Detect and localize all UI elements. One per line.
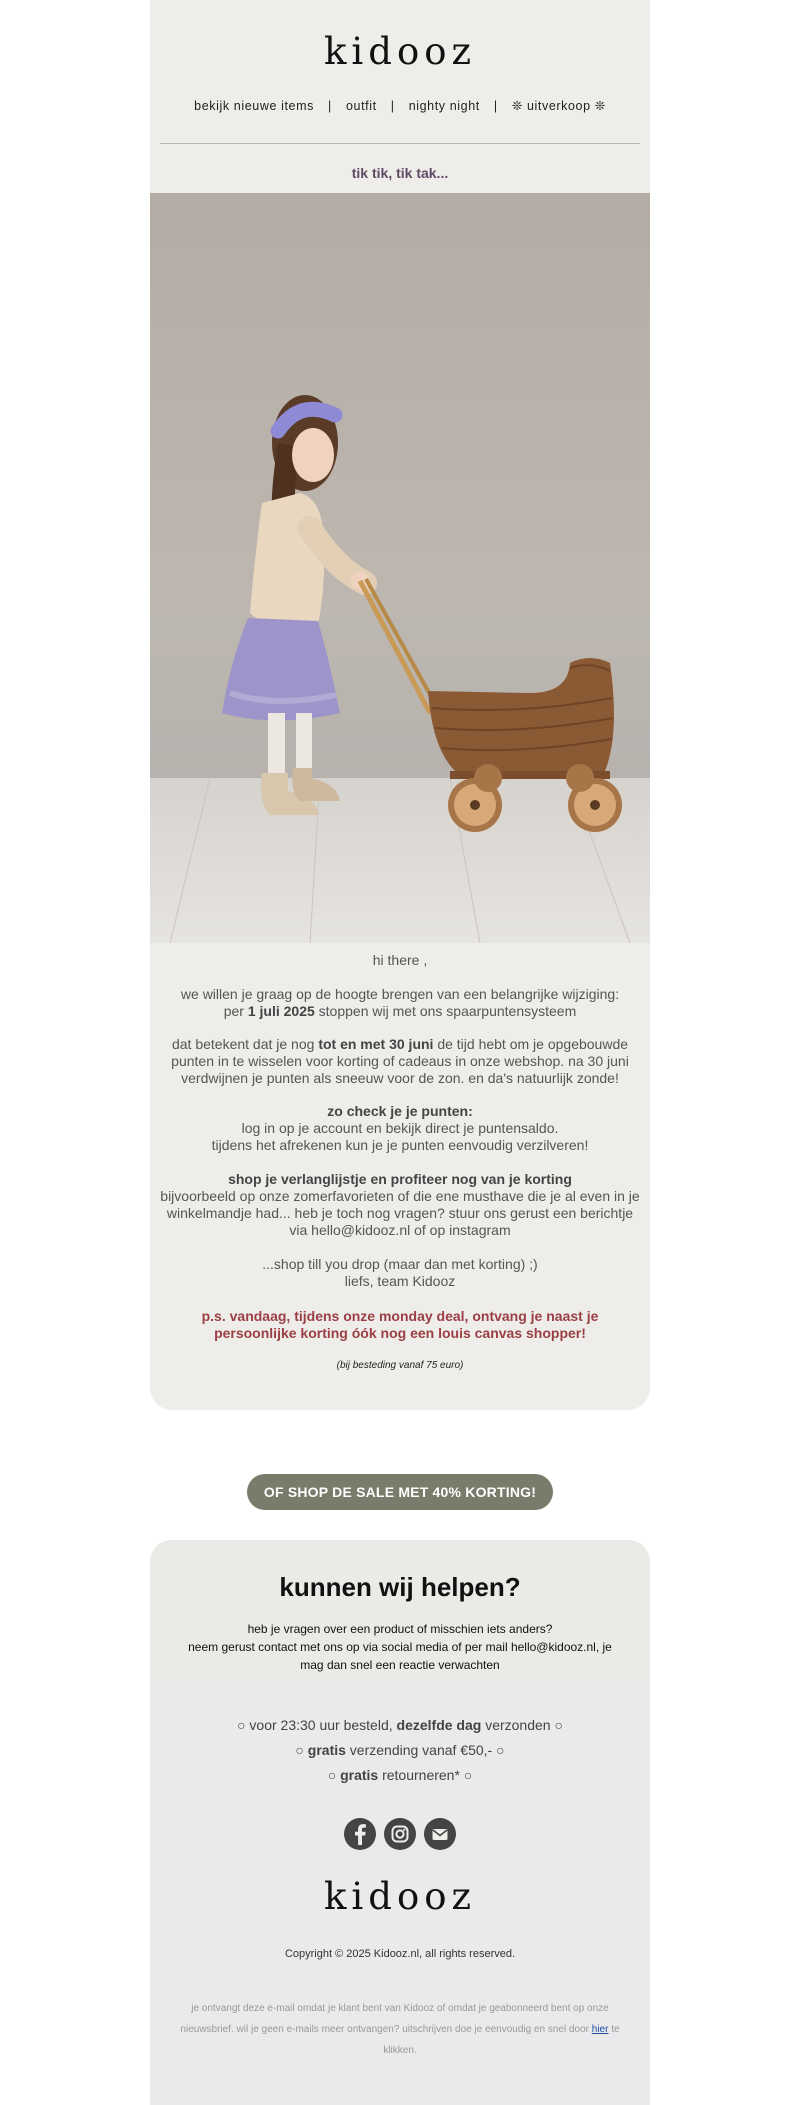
intro-paragraph: [158, 986, 642, 1020]
intro-line-2: per 1 juli 2025 stoppen wij met ons spaarpuntensysteem: [223, 1003, 577, 1019]
ps-condition-note: (bij besteding vanaf 75 euro): [336, 1360, 464, 1371]
unsubscribe-link[interactable]: hier: [591, 2024, 609, 2035]
help-line-1: heb je vragen over een product of misschien iets anders?: [247, 1622, 553, 1636]
usp-list: [150, 1713, 650, 1788]
social-links: [150, 1818, 650, 1850]
nav-separator: |: [493, 99, 498, 113]
copyright-text: Copyright © 2025 Kidooz.nl, all rights reserved.: [284, 1948, 516, 1960]
wishlist-section: [158, 1171, 642, 1239]
intro-line-1: we willen je graag op de hoogte brengen van een belangrijke wijziging:: [180, 986, 620, 1002]
girl-with-wicker-pram-illustration: [150, 193, 650, 943]
nav-item-nighty-night[interactable]: nighty night: [408, 99, 480, 113]
greeting-text: hi there ,: [372, 952, 428, 968]
signoff-line-2: liefs, team Kidooz: [344, 1273, 456, 1289]
facebook-icon[interactable]: [344, 1818, 376, 1850]
wishlist-title: shop je verlanglijstje en profiteer nog van je korting: [228, 1171, 572, 1187]
deadline-text: tot en met 30 juni: [318, 1036, 434, 1052]
footer-card: [150, 1540, 650, 2105]
mail-icon[interactable]: [424, 1818, 456, 1850]
signoff-line-1: ...shop till you drop (maar dan met korting) ;): [262, 1256, 538, 1272]
nav-separator: |: [390, 99, 395, 113]
instagram-icon[interactable]: [384, 1818, 416, 1850]
help-title: kunnen wij helpen?: [279, 1572, 521, 1602]
hero-image[interactable]: [150, 193, 650, 943]
check-points-line-1: log in op je account en bekijk direct je puntensaldo.: [241, 1120, 559, 1136]
shop-sale-button[interactable]: OF SHOP DE SALE MET 40% KORTING!: [247, 1474, 553, 1510]
check-points-line-2: tijdens het afrekenen kun je je punten eenvoudig verzilveren!: [211, 1137, 589, 1153]
header-divider: [160, 143, 640, 144]
unsubscribe-text: je ontvangt deze e-mail omdat je klant bent van Kidooz of omdat je geabonneerd bent op onze nieuwsbrief. wil je geen e-mails meer ontvangen? uitschrijven doe je eenvoudig en snel door hier te klikken.: [180, 2003, 620, 2056]
newsletter-card: [150, 0, 650, 1410]
signoff-section: [158, 1256, 642, 1290]
intro-date: 1 juli 2025: [247, 1003, 315, 1019]
help-text: [180, 1620, 620, 1674]
teaser-heading: tik tik, tik tak...: [351, 165, 449, 181]
check-points-section: [158, 1103, 642, 1154]
nav-separator: |: [328, 99, 332, 113]
help-line-2: neem gerust contact met ons op via social media of per mail hello@kidooz.nl, je mag dan snel een reactie verwachten: [188, 1640, 612, 1672]
nav-item-sale[interactable]: ❊ uitverkoop ❊: [511, 99, 606, 113]
footer-kidooz-logo[interactable]: kidooz: [324, 1875, 476, 1918]
nav-item-outfit[interactable]: outfit: [345, 99, 377, 113]
usp-free-shipping: ○ gratis verzending vanaf €50,- ○: [295, 1742, 505, 1758]
nav-item-new-items[interactable]: bekijk nieuwe items: [194, 99, 314, 113]
check-points-title: zo check je je punten:: [327, 1103, 473, 1119]
usp-free-returns: ○ gratis retourneren* ○: [327, 1767, 473, 1783]
usp-same-day-shipping: ○ voor 23:30 uur besteld, dezelfde dag verzonden ○: [237, 1717, 563, 1733]
top-navigation: [150, 98, 650, 113]
ps-monday-deal: p.s. vandaag, tijdens onze monday deal, ontvang je naast je persoonlijke korting óók nog een louis canvas shopper!: [201, 1308, 599, 1341]
wishlist-text: bijvoorbeeld op onze zomerfavorieten of die ene musthave die je al even in je winkelmandje had... heb je toch nog vragen? stuur ons gerust een berichtje via hello@kidooz.nl of op instagram: [160, 1188, 640, 1238]
kidooz-logo[interactable]: kidooz: [324, 30, 476, 73]
points-deadline-paragraph: dat betekent dat je nog tot en met 30 juni de tijd hebt om je opgebouwde punten in te wisselen voor korting of cadeaus in onze webshop. na 30 juni verdwijnen je punten als sneeuw voor de zon. en da's natuurlijk zonde!: [171, 1036, 629, 1086]
